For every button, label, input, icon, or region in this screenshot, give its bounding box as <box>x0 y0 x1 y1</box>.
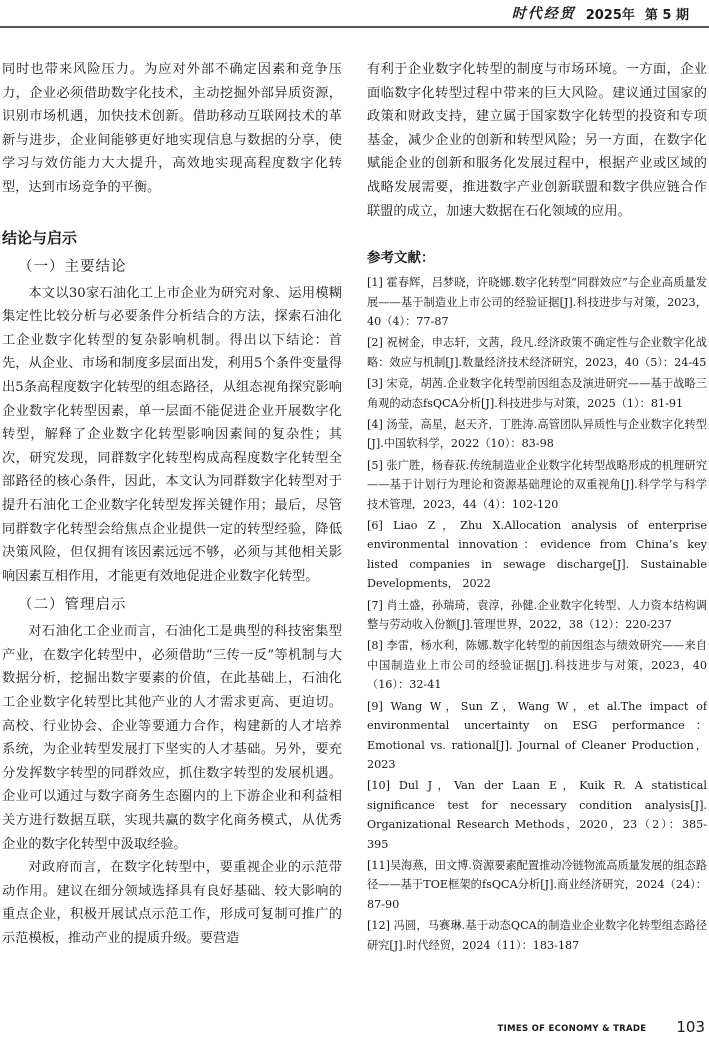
references-list <box>367 273 707 955</box>
left-column <box>0 58 342 1008</box>
reference-item: [11]吴海燕，田文博.资源要素配置推动冷链物流高质量发展的组态路径——基于TOE框架的fsQCA分析[J].商业经济研究，2024（24）：87-90 <box>367 858 707 911</box>
reference-item: [12] 冯圆，马赛琳.基于动态QCA的制造业企业数字化转型组态路径研究[J].时代经贸，2024（11）：183-187 <box>367 919 707 952</box>
page-footer <box>498 1018 705 1036</box>
references-title: 参考文献： <box>367 250 435 267</box>
footer-journal-label: TIMES OF ECONOMY & TRADE <box>497 1024 647 1034</box>
reference-item: [2] 祝树金，申志轩，文茜，段凡.经济政策不确定性与企业数字化战略：效应与机制[J].数量经济技术经济研究，2023，40（5）：24-45 <box>367 336 707 369</box>
reference-item: [10] Dul J，Van der Laan E，Kuik R. A statistical significance test for necessary condition analysis[J]. Organizational Research Methods，2020，23（2）：385-395 <box>367 779 707 851</box>
reference-item: [5] 张广胜，杨春荻.传统制造业企业数字化转型战略形成的机理研究——基于计划行为理论和资源基础理论的双重视角[J].科学学与科学技术管理，2023，44（4）：102-120 <box>367 458 707 511</box>
section-title: 结论与启示 <box>2 228 78 247</box>
reference-item: [1] 霍春辉，吕梦晓，许晓娜.数字化转型“同群效应”与企业高质量发展——基于制造业上市公司的经验证据[J].科技进步与对策，2023，40（4）：77-87 <box>367 276 707 328</box>
reference-item: [4] 汤莹，高星，赵天齐，丁胜涛.高管团队异质性与企业数字化转型[J].中国软科学，2022（10）：83-98 <box>367 418 707 451</box>
subsection-title-conclusions: （一）主要结论 <box>18 258 127 275</box>
subsection-title-implications: （二）管理启示 <box>18 597 127 614</box>
reference-item: [3] 宋竞，胡茜.企业数字化转型前因组态及演进研究——基于战略三角观的动态fsQCA分析[J].科技进步与对策，2025（1）：81-91 <box>367 377 707 410</box>
journal-year: 2025年 <box>585 7 635 23</box>
page-header <box>512 2 689 24</box>
page-number: 103 <box>676 1018 705 1036</box>
journal-name: 时代经贸 <box>511 6 576 22</box>
right-column <box>367 58 707 1008</box>
reference-item: [6] Liao Z，Zhu X.Allocation analysis of enterprise environmental innovation：evidence from China’s key listed companies in sewage discharge[J]. Sustainable Developments， 2022 <box>367 519 707 591</box>
reference-item: [9] Wang W，Sun Z，Wang W，et al.The impact of environmental uncertainty on ESG performance： Emotional vs. rational[J]. Journal of Cleaner Production，2023 <box>367 699 707 771</box>
implications-paragraph-2: 对政府而言，在数字化转型中，要重视企业的示范带动作用。建议在细分领域选择具有良好基础、较大影响的重点企业，积极开展试点示范工作，形成可复制可推广的示范模板，推动产业的提质升级。要营造 <box>2 860 342 946</box>
reference-item: [8] 李雷，杨水利，陈娜.数字化转型的前因组态与绩效研究——来自中国制造业上市公司的经验证据[J].科技进步与对策，2023，40（16）：32-41 <box>367 639 707 692</box>
journal-issue: 第 5 期 <box>644 7 689 23</box>
header-rule <box>0 26 709 28</box>
reference-item: [7] 肖土盛，孙瑞琦，袁淳，孙健.企业数字化转型、人力资本结构调整与劳动收入份额[J].管理世界，2022，38（12）：220-237 <box>367 598 707 632</box>
left-paragraph-continued: 同时也带来风险压力。为应对外部不确定因素和竞争压力，企业必须借助数字化技术，主动挖掘外部异质资源，识别市场机遇，加快技术创新。借助移动互联网技术的革新与进步，企业间能够更好地实现信息与数据的分享，使学习与效仿能力大大提升，高效地实现高程度数字化转型，达到市场竞争的平衡。 <box>2 62 342 195</box>
conclusions-paragraph: 本文以30家石油化工上市企业为研究对象、运用模糊集定性比较分析与必要条件分析结合的方法，探索石油化工企业数字化转型的复杂影响机制。得出以下结论：首先，从企业、市场和制度多层面出发，利用5个条件变量得出5条高程度数字化转型的组态路径，从组态视角探究影响企业数字化转型因素，单一层面不能促进企业开展数字化转型，解释了企业数字化转型影响因素间的复杂性；其次，研究发现，同群数字化转型构成高程度数字化转型全部路径的核心条件，因此，本文认为同群数字化转型对于提升石油化工企业数字化转型发挥关键作用；最后，尽管同群数字化转型会给焦点企业提供一定的转型经验，降低决策风险，但仅拥有该因素远远不够，必须与其他相关影响因素互相作用，才能更有效地促进企业数字化转型。 <box>2 285 342 584</box>
implications-paragraph-1: 对石油化工企业而言，石油化工是典型的科技密集型产业，在数字化转型中，必须借助“三传一反”等机制与大数据分析，挖掘出数字要素的价值，在此基础上，石油化工企业数字化转型比其他产业的人才需求更高、更迫切。高校、行业协会、企业等要通力合作，构建新的人才培养系统，为企业转型发展打下坚实的人才基础。另外，要充分发挥数字转型的同群效应，抓住数字转型的发展机遇。企业可以通过与数字商务生态圈内的上下游企业和利益相关方进行数据互联，实现共赢的数字化商务模式，从优秀企业的数字化转型中汲取经验。 <box>2 624 342 852</box>
right-paragraph-continued: 有利于企业数字化转型的制度与市场环境。一方面，企业面临数字化转型过程中带来的巨大风险。建议通过国家的政策和财政支持，建立属于国家数字化转型的投资和专项基金，减少企业的创新和转型风险；另一方面，在数字化赋能企业的创新和服务化发展过程中，根据产业或区域的战略发展需要，推进数字产业创新联盟和数字供应链合作联盟的成立，加速大数据在石化领域的应用。 <box>367 62 707 219</box>
